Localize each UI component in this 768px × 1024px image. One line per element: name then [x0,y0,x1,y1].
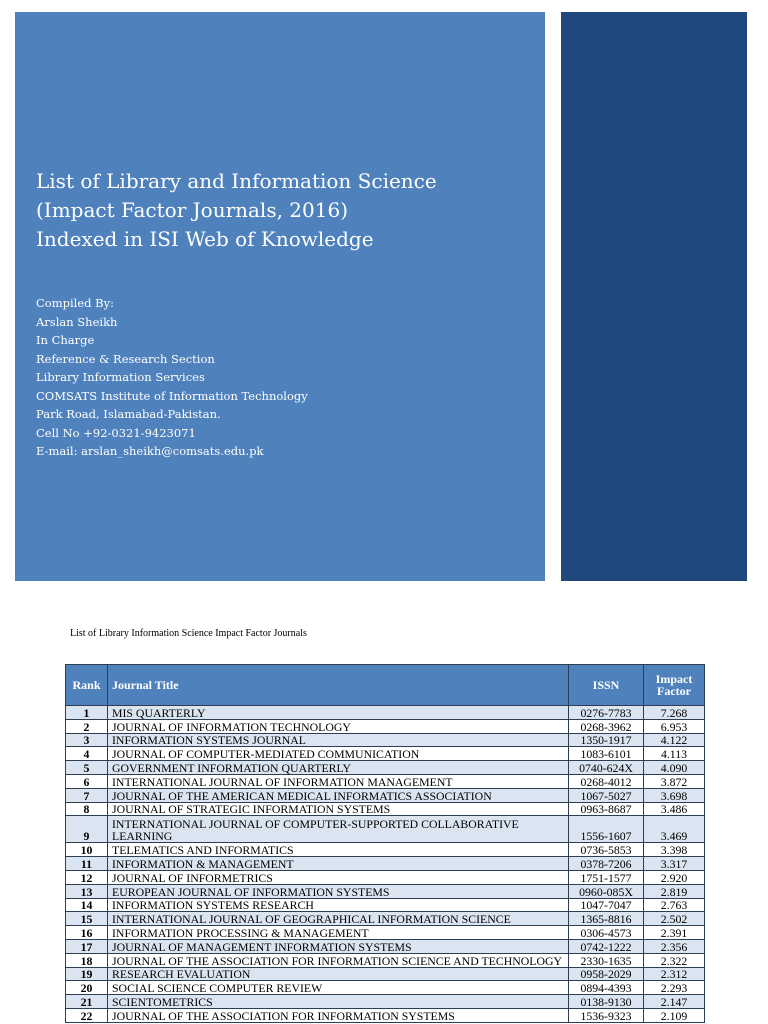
issn-cell: 1556-1607 [569,816,644,843]
impact-factor-cell: 3.486 [644,802,705,816]
impact-factor-cell: 2.312 [644,967,705,981]
issn-cell: 0960-085X [569,884,644,898]
compiler-institution: COMSATS Institute of Information Technology [36,388,308,403]
table-row [66,774,705,788]
journal-title-cell: INFORMATION SYSTEMS JOURNAL [108,733,569,747]
impact-factor-cell: 3.317 [644,857,705,871]
compiler-phone: Cell No +92-0321-9423071 [36,425,196,440]
impact-factor-cell: 2.356 [644,939,705,953]
journal-title-cell: JOURNAL OF INFORMATION TECHNOLOGY [108,719,569,733]
header-issn: ISSN [569,665,644,706]
cover-title-line: List of Library and Information Science [36,169,437,193]
header-impact-factor: Impact Factor [644,665,705,706]
journal-title-cell: INTERNATIONAL JOURNAL OF COMPUTER-SUPPORTED COLLABORATIVE LEARNING [108,816,569,843]
rank-cell: 7 [66,788,108,802]
issn-cell: 2330-1635 [569,953,644,967]
table-row [66,733,705,747]
journal-title-cell: INFORMATION & MANAGEMENT [108,857,569,871]
header-rank: Rank [66,665,108,706]
rank-cell: 2 [66,719,108,733]
journal-title-cell: JOURNAL OF INFORMETRICS [108,870,569,884]
rank-cell: 4 [66,747,108,761]
journal-title-cell: JOURNAL OF THE AMERICAN MEDICAL INFORMATICS ASSOCIATION [108,788,569,802]
impact-factor-cell: 2.502 [644,912,705,926]
issn-cell: 1751-1577 [569,870,644,884]
table-row [66,802,705,816]
impact-factor-cell: 3.398 [644,843,705,857]
issn-cell: 0378-7206 [569,857,644,871]
table-row [66,926,705,940]
issn-cell: 0736-5853 [569,843,644,857]
table-row [66,747,705,761]
issn-cell: 0306-4573 [569,926,644,940]
table-row [66,939,705,953]
compiler-email: E-mail: arslan_sheikh@comsats.edu.pk [36,444,264,458]
issn-cell: 0138-9130 [569,995,644,1009]
impact-factor-cell: 2.293 [644,981,705,995]
table-row [66,706,705,720]
cover-title [36,167,437,254]
header-journal-title: Journal Title [108,665,569,706]
rank-cell: 20 [66,981,108,995]
table-row [66,870,705,884]
issn-cell: 1536-9323 [569,1008,644,1022]
cover-accent-panel [561,12,747,581]
impact-factor-cell: 2.147 [644,995,705,1009]
compiled-by-label: Compiled By: [36,296,114,310]
impact-factor-cell: 3.469 [644,816,705,843]
compiler-name: Arslan Sheikh [36,314,118,329]
rank-cell: 13 [66,884,108,898]
issn-cell: 0742-1222 [569,939,644,953]
rank-cell: 9 [66,816,108,843]
table-row [66,953,705,967]
rank-cell: 8 [66,802,108,816]
issn-cell: 0894-4393 [569,981,644,995]
rank-cell: 6 [66,774,108,788]
journal-title-cell: JOURNAL OF MANAGEMENT INFORMATION SYSTEMS [108,939,569,953]
issn-cell: 0268-4012 [569,774,644,788]
rank-cell: 22 [66,1008,108,1022]
journal-title-cell: INTERNATIONAL JOURNAL OF INFORMATION MANAGEMENT [108,774,569,788]
table-row [66,967,705,981]
journal-title-cell: SCIENTOMETRICS [108,995,569,1009]
impact-factor-cell: 3.872 [644,774,705,788]
rank-cell: 15 [66,912,108,926]
impact-factor-cell: 2.109 [644,1008,705,1022]
impact-factor-cell: 2.322 [644,953,705,967]
rank-cell: 14 [66,898,108,912]
rank-cell: 21 [66,995,108,1009]
table-row [66,788,705,802]
cover-panel [15,12,545,581]
journal-title-cell: JOURNAL OF COMPUTER-MEDIATED COMMUNICATION [108,747,569,761]
journal-title-cell: JOURNAL OF THE ASSOCIATION FOR INFORMATION SCIENCE AND TECHNOLOGY [108,953,569,967]
rank-cell: 3 [66,733,108,747]
table-row [66,761,705,775]
table-row [66,843,705,857]
rank-cell: 10 [66,843,108,857]
issn-cell: 0963-8687 [569,802,644,816]
impact-factor-cell: 4.090 [644,761,705,775]
impact-factor-cell: 2.763 [644,898,705,912]
journal-title-cell: TELEMATICS AND INFORMATICS [108,843,569,857]
table-row [66,995,705,1009]
compiler-department: Library Information Services [36,370,205,384]
impact-factor-cell: 2.920 [644,870,705,884]
journal-title-cell: INTERNATIONAL JOURNAL OF GEOGRAPHICAL INFORMATION SCIENCE [108,912,569,926]
journal-title-cell: GOVERNMENT INFORMATION QUARTERLY [108,761,569,775]
issn-cell: 0276-7783 [569,706,644,720]
issn-cell: 0958-2029 [569,967,644,981]
rank-cell: 16 [66,926,108,940]
impact-factor-cell: 2.391 [644,926,705,940]
rank-cell: 19 [66,967,108,981]
rank-cell: 12 [66,870,108,884]
issn-cell: 1083-6101 [569,747,644,761]
table-row [66,884,705,898]
journal-title-cell: INFORMATION PROCESSING & MANAGEMENT [108,926,569,940]
impact-factor-cell: 4.122 [644,733,705,747]
table-row [66,898,705,912]
compiler-section: Reference & Research Section [36,351,215,366]
journal-title-cell: INFORMATION SYSTEMS RESEARCH [108,898,569,912]
issn-cell: 1067-5027 [569,788,644,802]
list-caption: List of Library Information Science Impact Factor Journals [70,628,307,639]
cover-title-line: (Impact Factor Journals, 2016) [36,198,349,222]
rank-cell: 17 [66,939,108,953]
rank-cell: 5 [66,761,108,775]
issn-cell: 0268-3962 [569,719,644,733]
journal-title-cell: JOURNAL OF THE ASSOCIATION FOR INFORMATION SYSTEMS [108,1008,569,1022]
journal-title-cell: MIS QUARTERLY [108,706,569,720]
issn-cell: 1047-7047 [569,898,644,912]
journal-title-cell: SOCIAL SCIENCE COMPUTER REVIEW [108,981,569,995]
issn-cell: 0740-624X [569,761,644,775]
rank-cell: 18 [66,953,108,967]
table-row [66,719,705,733]
compiler-role: In Charge [36,333,95,347]
journal-title-cell: JOURNAL OF STRATEGIC INFORMATION SYSTEMS [108,802,569,816]
impact-factor-cell: 7.268 [644,706,705,720]
journals-table [65,664,705,1023]
impact-factor-cell: 3.698 [644,788,705,802]
journal-title-cell: RESEARCH EVALUATION [108,967,569,981]
table-row [66,912,705,926]
compiler-info [36,294,308,461]
impact-factor-cell: 4.113 [644,747,705,761]
issn-cell: 1350-1917 [569,733,644,747]
issn-cell: 1365-8816 [569,912,644,926]
table-row [66,816,705,843]
table-header-row [66,665,705,706]
cover-title-line: Indexed in ISI Web of Knowledge [36,227,374,251]
table-row [66,981,705,995]
journals-table-body [66,706,705,1023]
table-row [66,1008,705,1022]
impact-factor-cell: 6.953 [644,719,705,733]
rank-cell: 1 [66,706,108,720]
rank-cell: 11 [66,857,108,871]
impact-factor-cell: 2.819 [644,884,705,898]
journal-title-cell: EUROPEAN JOURNAL OF INFORMATION SYSTEMS [108,884,569,898]
compiler-address: Park Road, Islamabad-Pakistan. [36,407,221,421]
table-row [66,857,705,871]
